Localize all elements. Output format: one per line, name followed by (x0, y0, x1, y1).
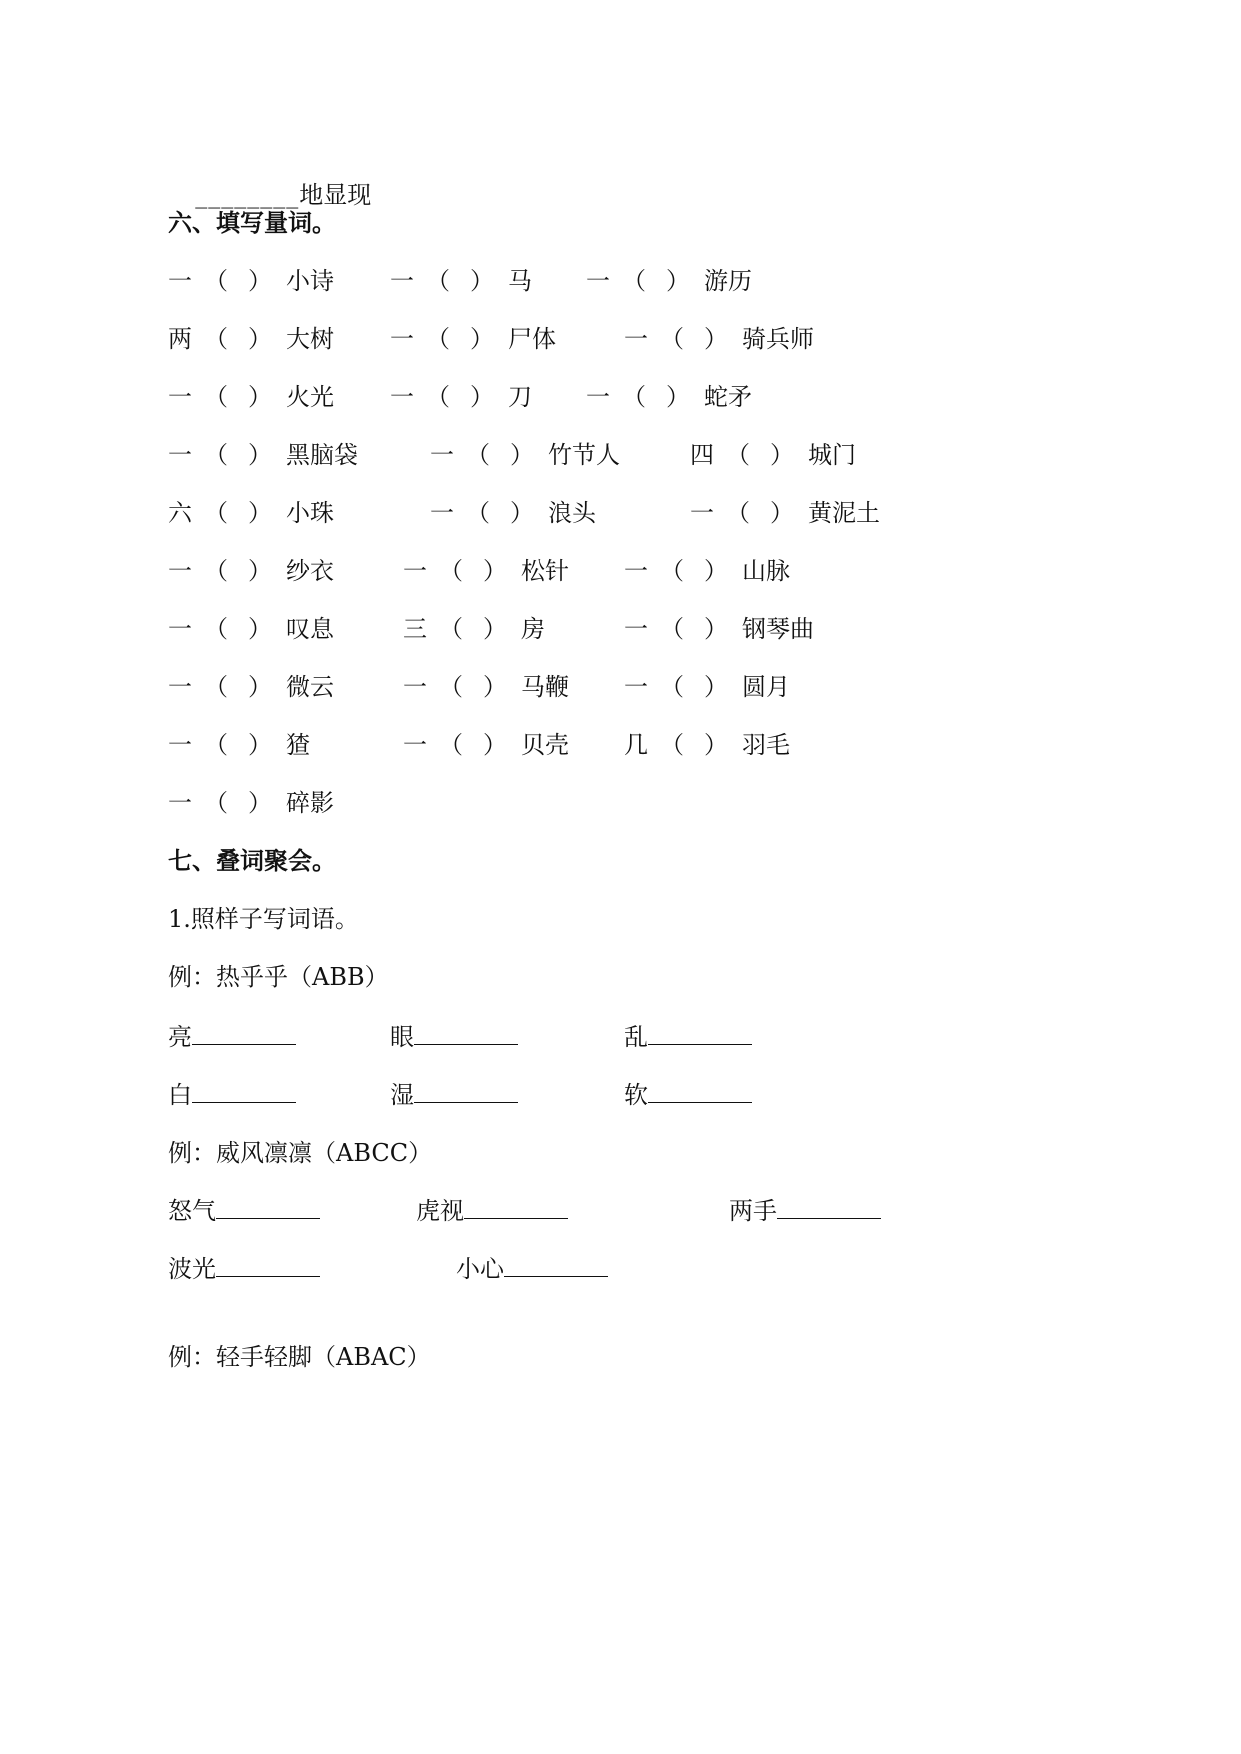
open-paren: （ (204, 499, 228, 527)
close-paren (483, 614, 507, 644)
open-paren: （ (204, 789, 228, 817)
noun: 马鞭 (521, 673, 569, 701)
measure-item-noun (286, 730, 310, 760)
measure-item-number (430, 440, 454, 470)
word-stem: 怒气 (168, 1197, 216, 1225)
close-paren: ） (704, 325, 728, 353)
close-paren: ） (248, 789, 272, 817)
word-stem: 白 (168, 1081, 192, 1109)
measure-item-number (624, 324, 648, 354)
measure-item-number (168, 614, 192, 644)
numeral: 一 (168, 441, 192, 469)
measure-item-noun (286, 382, 334, 412)
numeral: 一 (168, 789, 192, 817)
numeral: 一 (390, 267, 414, 295)
noun: 微云 (286, 673, 334, 701)
measure-item-noun (742, 672, 790, 702)
word-stem: 波光 (168, 1255, 216, 1283)
close-paren (248, 266, 272, 296)
close-paren: ） (483, 673, 507, 701)
close-paren: ） (510, 499, 534, 527)
noun: 骑兵师 (742, 325, 814, 353)
open-paren (439, 556, 463, 586)
word-stem: 小心 (456, 1255, 504, 1283)
close-paren (770, 440, 794, 470)
answer-blank[interactable] (464, 1196, 568, 1219)
close-paren (510, 498, 534, 528)
open-paren: （ (426, 267, 450, 295)
answer-blank[interactable] (216, 1254, 320, 1277)
measure-item-number (168, 556, 192, 586)
answer-blank[interactable] (777, 1196, 881, 1219)
close-paren: ） (248, 499, 272, 527)
measure-item-noun (286, 440, 358, 470)
open-paren (204, 498, 228, 528)
open-paren (426, 382, 450, 412)
numeral: 一 (168, 267, 192, 295)
numeral: 一 (624, 615, 648, 643)
word-item (624, 1080, 752, 1110)
open-paren (204, 266, 228, 296)
numeral: 一 (168, 383, 192, 411)
open-paren (726, 440, 750, 470)
measure-item-number (624, 556, 648, 586)
measure-item-noun (286, 266, 334, 296)
close-paren: ） (470, 325, 494, 353)
noun: 大树 (286, 325, 334, 353)
open-paren: （ (726, 499, 750, 527)
open-paren (726, 498, 750, 528)
open-paren (660, 324, 684, 354)
measure-item-noun (521, 672, 569, 702)
noun: 山脉 (742, 557, 790, 585)
numeral: 三 (403, 615, 427, 643)
numeral: 一 (168, 557, 192, 585)
open-paren: （ (660, 615, 684, 643)
noun: 游历 (704, 267, 752, 295)
measure-item-noun (548, 498, 596, 528)
numeral: 一 (690, 499, 714, 527)
numeral: 一 (390, 325, 414, 353)
open-paren: （ (204, 325, 228, 353)
answer-blank[interactable] (414, 1080, 518, 1103)
open-paren: （ (204, 441, 228, 469)
numeral: 一 (168, 731, 192, 759)
close-paren (666, 382, 690, 412)
open-paren (204, 730, 228, 760)
measure-item-noun (521, 556, 569, 586)
measure-item-noun (742, 556, 790, 586)
open-paren: （ (426, 383, 450, 411)
measure-item-noun (742, 614, 814, 644)
close-paren: ） (248, 325, 272, 353)
top-line-text: 地显现 (299, 181, 372, 209)
answer-blank[interactable] (216, 1196, 320, 1219)
word-item (390, 1080, 518, 1110)
word-item (729, 1196, 881, 1226)
noun: 小诗 (286, 267, 334, 295)
measure-item-number (624, 614, 648, 644)
noun: 黑脑袋 (286, 441, 358, 469)
close-paren (483, 730, 507, 760)
measure-item-noun (521, 614, 545, 644)
measure-item-noun (704, 382, 752, 412)
answer-blank[interactable]: ________ (195, 181, 300, 209)
measure-item-number (168, 382, 192, 412)
open-paren (204, 614, 228, 644)
measure-item-number (390, 324, 414, 354)
open-paren: （ (204, 673, 228, 701)
noun: 圆月 (742, 673, 790, 701)
measure-item-noun (521, 730, 569, 760)
open-paren: （ (204, 383, 228, 411)
numeral: 一 (430, 441, 454, 469)
close-paren (704, 730, 728, 760)
open-paren (660, 672, 684, 702)
close-paren (248, 788, 272, 818)
close-paren: ） (770, 441, 794, 469)
open-paren (204, 788, 228, 818)
answer-blank[interactable] (414, 1022, 518, 1045)
measure-item-noun (808, 498, 880, 528)
word-stem: 两手 (729, 1197, 777, 1225)
noun: 马 (508, 267, 532, 295)
open-paren (622, 266, 646, 296)
close-paren: ） (248, 441, 272, 469)
open-paren: （ (466, 441, 490, 469)
numeral: 一 (168, 673, 192, 701)
word-item (168, 1254, 320, 1284)
numeral: 几 (624, 731, 648, 759)
measure-item-noun (742, 324, 814, 354)
measure-item-number (690, 440, 714, 470)
open-paren: （ (439, 731, 463, 759)
noun: 火光 (286, 383, 334, 411)
open-paren: （ (204, 267, 228, 295)
word-stem: 亮 (168, 1023, 192, 1051)
close-paren (248, 556, 272, 586)
noun: 竹节人 (548, 441, 620, 469)
measure-item-noun (742, 730, 790, 760)
open-paren: （ (439, 615, 463, 643)
open-paren: （ (622, 383, 646, 411)
close-paren (248, 382, 272, 412)
answer-blank[interactable] (648, 1022, 752, 1045)
close-paren (510, 440, 534, 470)
noun: 刀 (508, 383, 532, 411)
measure-item-number (586, 382, 610, 412)
close-paren: ） (248, 383, 272, 411)
close-paren (470, 382, 494, 412)
close-paren: ） (470, 267, 494, 295)
open-paren (204, 382, 228, 412)
noun: 碎影 (286, 789, 334, 817)
close-paren (248, 440, 272, 470)
open-paren: （ (726, 441, 750, 469)
word-stem: 眼 (390, 1023, 414, 1051)
answer-blank[interactable] (192, 1022, 296, 1045)
open-paren: （ (204, 557, 228, 585)
open-paren (439, 730, 463, 760)
close-paren: ） (483, 731, 507, 759)
measure-item-number (390, 382, 414, 412)
word-item (416, 1196, 568, 1226)
close-paren: ） (248, 615, 272, 643)
measure-item-number (403, 556, 427, 586)
open-paren (426, 266, 450, 296)
question-1: 1.照样子写词语。 (168, 905, 359, 933)
measure-item-noun (286, 556, 334, 586)
close-paren: ） (483, 557, 507, 585)
open-paren: （ (204, 731, 228, 759)
close-paren (248, 498, 272, 528)
open-paren (660, 614, 684, 644)
close-paren: ） (248, 673, 272, 701)
measure-item-number (168, 730, 192, 760)
measure-item-number (390, 266, 414, 296)
word-stem: 虎视 (416, 1197, 464, 1225)
measure-item-noun (508, 382, 532, 412)
word-item (390, 1022, 518, 1052)
noun: 松针 (521, 557, 569, 585)
numeral: 两 (168, 325, 192, 353)
example-abac: 例：轻手轻脚（ABAC） (168, 1343, 431, 1371)
word-item (168, 1022, 296, 1052)
numeral: 一 (403, 557, 427, 585)
noun: 小珠 (286, 499, 334, 527)
measure-item-number (586, 266, 610, 296)
close-paren (483, 672, 507, 702)
open-paren: （ (660, 731, 684, 759)
measure-item-number (403, 730, 427, 760)
measure-item-number (168, 788, 192, 818)
word-item (168, 1196, 320, 1226)
word-stem: 湿 (390, 1081, 414, 1109)
measure-item-number (403, 614, 427, 644)
open-paren: （ (466, 499, 490, 527)
top-fill-line (180, 150, 371, 210)
measure-item-number (168, 498, 192, 528)
answer-blank[interactable] (648, 1080, 752, 1103)
noun: 黄泥土 (808, 499, 880, 527)
noun: 叹息 (286, 615, 334, 643)
section7-title: 七、叠词聚会。 (168, 846, 336, 875)
measure-item-noun (508, 324, 556, 354)
measure-item-noun (286, 324, 334, 354)
word-stem: 软 (624, 1081, 648, 1109)
measure-item-number (168, 440, 192, 470)
open-paren (622, 382, 646, 412)
open-paren (439, 672, 463, 702)
close-paren (248, 324, 272, 354)
close-paren (248, 614, 272, 644)
numeral: 一 (586, 383, 610, 411)
measure-item-noun (286, 672, 334, 702)
close-paren: ） (704, 673, 728, 701)
numeral: 一 (168, 615, 192, 643)
close-paren (470, 266, 494, 296)
measure-item-number (168, 672, 192, 702)
open-paren (204, 672, 228, 702)
measure-item-number (624, 672, 648, 702)
open-paren (204, 324, 228, 354)
close-paren (704, 556, 728, 586)
noun: 贝壳 (521, 731, 569, 759)
noun: 猹 (286, 731, 310, 759)
close-paren: ） (510, 441, 534, 469)
close-paren: ） (483, 615, 507, 643)
close-paren: ） (704, 731, 728, 759)
close-paren: ） (248, 731, 272, 759)
open-paren (466, 440, 490, 470)
close-paren (470, 324, 494, 354)
close-paren (483, 556, 507, 586)
close-paren: ） (470, 383, 494, 411)
noun: 尸体 (508, 325, 556, 353)
measure-item-number (430, 498, 454, 528)
open-paren (439, 614, 463, 644)
open-paren (426, 324, 450, 354)
open-paren: （ (204, 615, 228, 643)
measure-item-number (403, 672, 427, 702)
open-paren: （ (660, 557, 684, 585)
close-paren: ） (770, 499, 794, 527)
example-abb: 例：热乎乎（ABB） (168, 963, 389, 991)
measure-item-number (168, 266, 192, 296)
open-paren: （ (426, 325, 450, 353)
close-paren (248, 672, 272, 702)
numeral: 一 (403, 673, 427, 701)
open-paren: （ (622, 267, 646, 295)
example-abcc: 例：威风凛凛（ABCC） (168, 1139, 433, 1167)
measure-item-noun (286, 788, 334, 818)
close-paren: ） (248, 267, 272, 295)
measure-item-number (624, 730, 648, 760)
close-paren: ） (666, 267, 690, 295)
open-paren (660, 556, 684, 586)
measure-item-noun (286, 614, 334, 644)
numeral: 一 (624, 557, 648, 585)
close-paren (770, 498, 794, 528)
numeral: 一 (624, 673, 648, 701)
noun: 城门 (808, 441, 856, 469)
open-paren (204, 440, 228, 470)
word-item (624, 1022, 752, 1052)
section6-title: 六、填写量词。 (168, 208, 336, 237)
measure-item-noun (808, 440, 856, 470)
open-paren (204, 556, 228, 586)
close-paren (704, 672, 728, 702)
close-paren: ） (666, 383, 690, 411)
answer-blank[interactable] (504, 1254, 608, 1277)
open-paren (466, 498, 490, 528)
close-paren (704, 614, 728, 644)
measure-item-noun (548, 440, 620, 470)
numeral: 一 (403, 731, 427, 759)
word-item (456, 1254, 608, 1284)
measure-item-number (690, 498, 714, 528)
close-paren: ） (248, 557, 272, 585)
noun: 房 (521, 615, 545, 643)
numeral: 六 (168, 499, 192, 527)
open-paren (660, 730, 684, 760)
close-paren: ） (704, 557, 728, 585)
measure-item-noun (704, 266, 752, 296)
noun: 钢琴曲 (742, 615, 814, 643)
answer-blank[interactable] (192, 1080, 296, 1103)
open-paren: （ (660, 673, 684, 701)
open-paren: （ (439, 557, 463, 585)
open-paren: （ (439, 673, 463, 701)
measure-item-noun (508, 266, 532, 296)
measure-item-number (168, 324, 192, 354)
noun: 蛇矛 (704, 383, 752, 411)
numeral: 四 (690, 441, 714, 469)
numeral: 一 (430, 499, 454, 527)
close-paren: ） (704, 615, 728, 643)
word-item (168, 1080, 296, 1110)
numeral: 一 (390, 383, 414, 411)
noun: 纱衣 (286, 557, 334, 585)
numeral: 一 (624, 325, 648, 353)
noun: 羽毛 (742, 731, 790, 759)
noun: 浪头 (548, 499, 596, 527)
close-paren (704, 324, 728, 354)
close-paren (248, 730, 272, 760)
numeral: 一 (586, 267, 610, 295)
open-paren: （ (660, 325, 684, 353)
measure-item-noun (286, 498, 334, 528)
word-stem: 乱 (624, 1023, 648, 1051)
close-paren (666, 266, 690, 296)
